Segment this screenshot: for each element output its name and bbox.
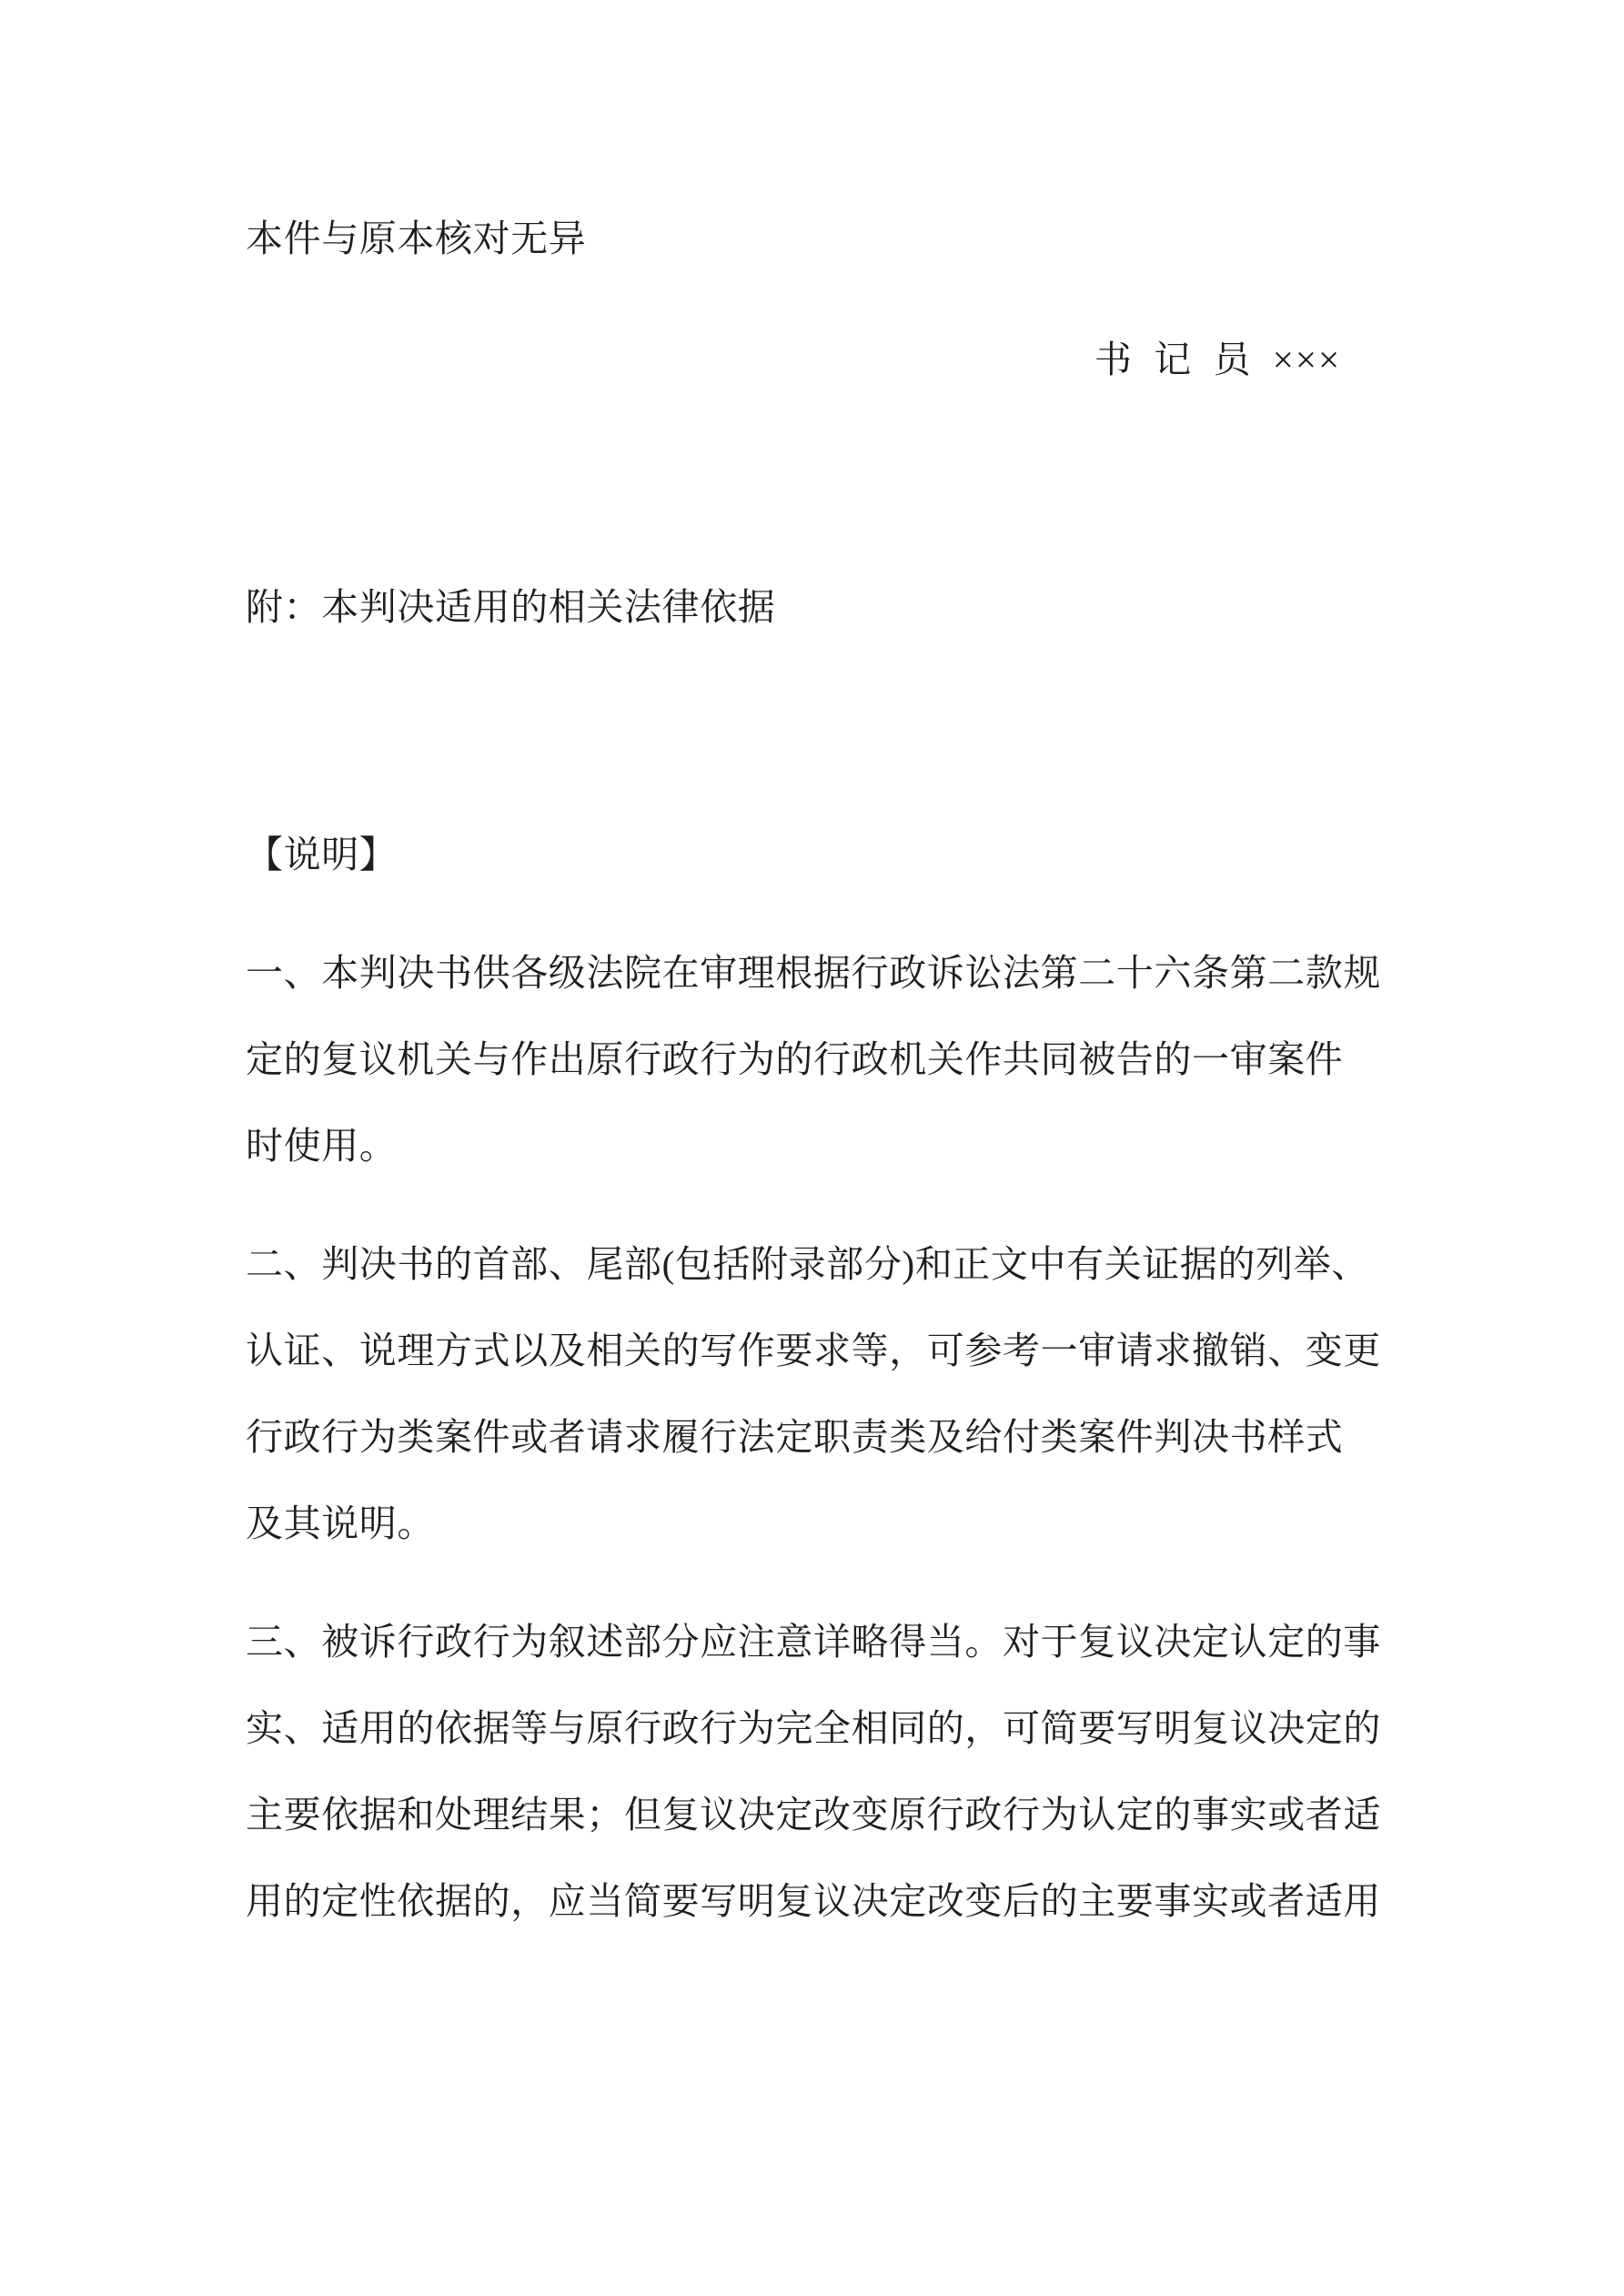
note-1-line-2: 定的复议机关与作出原行政行为的行政机关作共同被告的一审案件 <box>246 1038 1344 1080</box>
note-2-line-4: 及其说明。 <box>246 1502 435 1544</box>
note-3-line-4: 用的定性依据的，应当简要写明复议决定改变后的主要事实或者适用 <box>246 1880 1381 1922</box>
note-3-line-2: 实、适用的依据等与原行政行为完全相同的，可简要写明复议决定的 <box>246 1707 1381 1749</box>
note-paragraph-3 <box>246 1599 1624 1945</box>
note-3-line-3: 主要依据和处理结果；但复议决定改变原行政行为认定的事实或者适 <box>246 1794 1381 1836</box>
note-paragraph-2 <box>246 1221 1624 1567</box>
certification-line: 本件与原本核对无异 <box>246 217 587 259</box>
appendix-heading: 附：本判决适用的相关法律依据 <box>246 586 776 628</box>
clerk-signature-line: 书 记 员 ××× <box>1094 339 1342 380</box>
note-3-line-1: 三、被诉行政行为叙述部分应注意详略得当。对于复议决定认定的事 <box>246 1621 1381 1663</box>
note-1-line-3: 时使用。 <box>246 1125 398 1167</box>
note-2-line-3: 行政行为类案件或者请求履行法定职责类及给付类案件判决书样式 <box>246 1416 1344 1458</box>
note-paragraph-1 <box>246 930 1624 1189</box>
note-1-line-1: 一、本判决书供各级法院在审理根据行政诉讼法第二十六条第二款规 <box>246 952 1381 994</box>
note-2-line-1: 二、判决书的首部、尾部(包括附录部分)和正文中有关证据的列举、 <box>246 1243 1369 1285</box>
notes-heading: 【说明】 <box>246 834 398 875</box>
note-2-line-2: 认证、说理方式以及相关的写作要求等，可参考一审请求撤销、变更 <box>246 1330 1381 1371</box>
